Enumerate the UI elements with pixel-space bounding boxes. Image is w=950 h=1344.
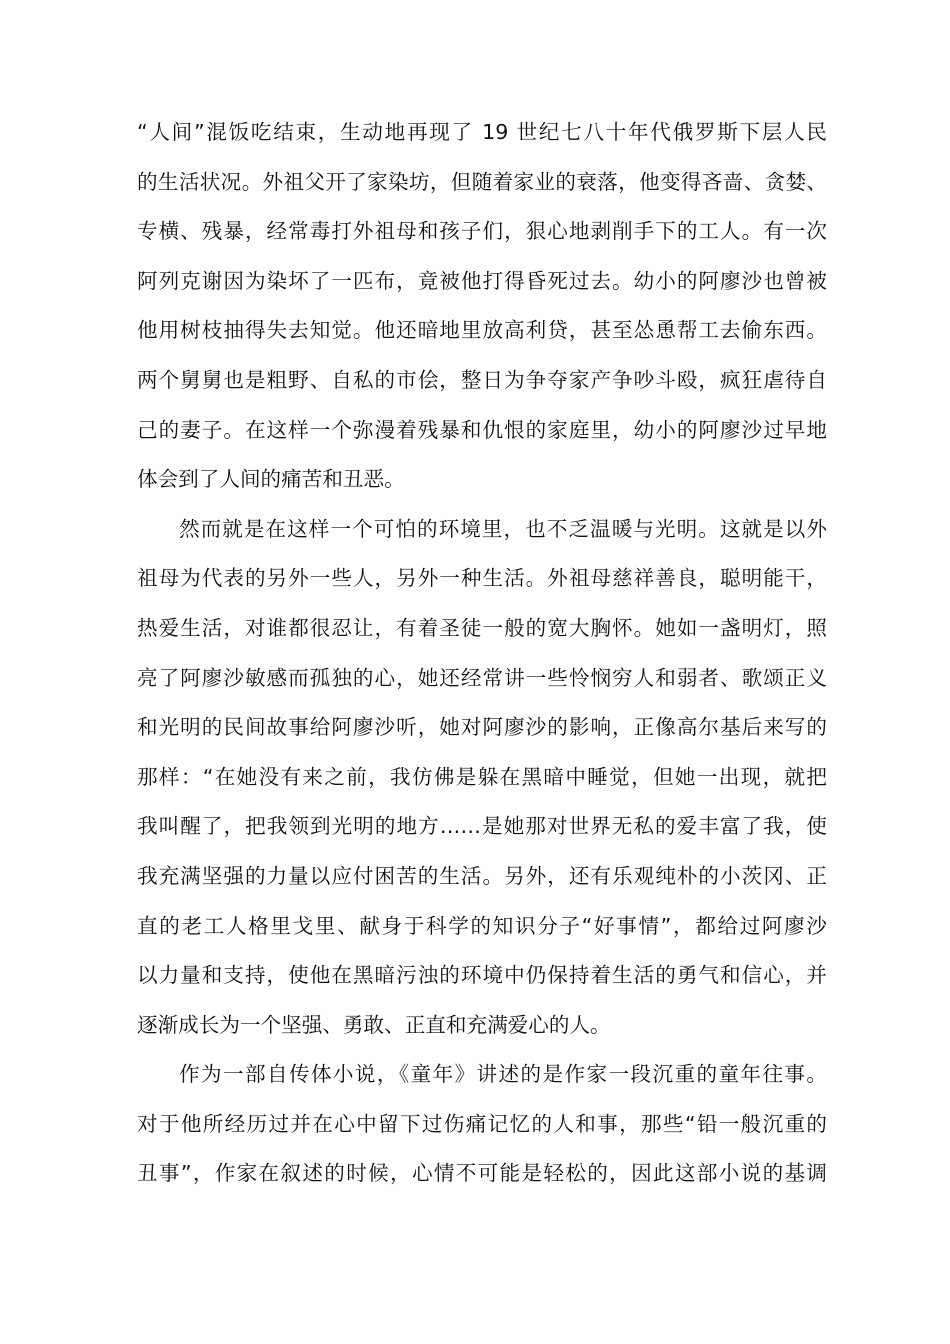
paragraph-line: 体会到了人间的痛苦和丑恶。 — [137, 467, 405, 492]
paragraph-line: 专横、残暴，经常毒打外祖母和孩子们，狠心地剥削手下的工人。有一次 — [137, 219, 827, 244]
paragraph-line: 以力量和支持，使他在黑暗污浊的环境中仍保持着生活的勇气和信心，并 — [137, 963, 827, 988]
body-text — [137, 108, 827, 1199]
paragraph-line: 己的妻子。在这样一个弥漫着残暴和仇恨的家庭里，幼小的阿廖沙过早地 — [137, 417, 827, 442]
paragraph-3 — [137, 1050, 827, 1199]
paragraph-line: 然而就是在这样一个可怕的环境里，也不乏温暖与光明。这就是以外 — [179, 516, 827, 541]
paragraph-line: 直的老工人格里戈里、献身于科学的知识分子“好事情”，都给过阿廖沙 — [137, 913, 827, 938]
paragraph-line: 的生活状况。外祖父开了家染坊，但随着家业的衰落，他变得吝啬、贪婪、 — [137, 169, 827, 194]
paragraph-1 — [137, 108, 827, 505]
paragraph-line: 丑事”，作家在叙述的时候，心情不可能是轻松的，因此这部小说的基调 — [137, 1161, 827, 1186]
paragraph-line: 对于他所经历过并在心中留下过伤痛记忆的人和事，那些“铅一般沉重的 — [137, 1111, 827, 1136]
paragraph-2 — [137, 505, 827, 1051]
paragraph-line: 祖母为代表的另外一些人，另外一种生活。外祖母慈祥善良，聪明能干， — [137, 566, 827, 591]
paragraph-line: 亮了阿廖沙敏感而孤独的心，她还经常讲一些怜悯穷人和弱者、歌颂正义 — [137, 665, 827, 690]
paragraph-line: “人间”混饭吃结束，生动地再现了 19 世纪七八十年代俄罗斯下层人民 — [137, 120, 827, 144]
paragraph-line: 他用树枝抽得失去知觉。他还暗地里放高利贷，甚至怂恿帮工去偷东西。 — [137, 318, 827, 343]
paragraph-line: 我充满坚强的力量以应付困苦的生活。另外，还有乐观纯朴的小茨冈、正 — [137, 863, 827, 888]
paragraph-line: 和光明的民间故事给阿廖沙听，她对阿廖沙的影响，正像高尔基后来写的 — [137, 715, 827, 740]
paragraph-line: 我叫醒了，把我领到光明的地方……是她那对世界无私的爱丰富了我，使 — [137, 814, 827, 839]
paragraph-line: 逐渐成长为一个坚强、勇敢、正直和充满爱心的人。 — [137, 1012, 611, 1037]
paragraph-line: 那样：“在她没有来之前，我仿佛是躲在黑暗中睡觉，但她一出现，就把 — [137, 764, 827, 789]
paragraph-line: 两个舅舅也是粗野、自私的市侩，整日为争夺家产争吵斗殴，疯狂虐待自 — [137, 367, 827, 392]
paragraph-line: 热爱生活，对谁都很忍让，有着圣徒一般的宽大胸怀。她如一盏明灯，照 — [137, 615, 827, 640]
paragraph-line: 阿列克谢因为染坏了一匹布，竟被他打得昏死过去。幼小的阿廖沙也曾被 — [137, 268, 827, 293]
paragraph-line: 作为一部自传体小说，《童年》讲述的是作家一段沉重的童年往事。 — [179, 1062, 827, 1087]
